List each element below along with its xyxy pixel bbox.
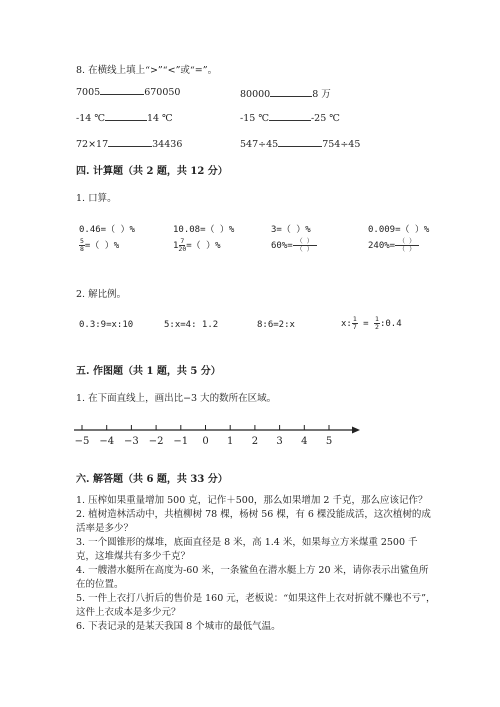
number-line[interactable] <box>70 420 370 460</box>
number-line-label: 2 <box>251 436 259 447</box>
number-line-label: −5 <box>74 436 90 447</box>
number-line-label: −3 <box>124 436 139 447</box>
oral-calc-percent-item: 240%= $\frac{( )}{( )}$ <box>368 238 419 253</box>
oral-calc-percent-item: 60%= $\frac{( )}{( )}$ <box>271 238 317 253</box>
compare-row-3-left: 72×17 34436 <box>76 139 183 150</box>
oral-calc-item: 0.46=（ ）% <box>79 225 135 235</box>
section-6-heading: 六. 解答题（共 6 题，共 33 分） <box>76 474 228 485</box>
number-line-ticks <box>75 425 333 447</box>
compare-row-3-right: 547÷45 754÷45 <box>240 139 361 150</box>
oral-calc-item: 0.009=（ ）% <box>368 225 430 235</box>
compare-row-2-right: -15 ℃ -25 ℃ <box>240 113 340 124</box>
fraction: $\frac{7}{20}$ <box>178 237 187 253</box>
number-line-label: −4 <box>99 436 115 447</box>
compare-row-2-left: -14 ℃ 14 ℃ <box>76 113 173 124</box>
proportion-item: 5:x=4: 1.2 <box>164 320 219 330</box>
answer-blank[interactable] <box>270 88 312 97</box>
oral-calc-item: 10.08=（ ）% <box>173 225 235 235</box>
fraction: $\frac{( )}{( )}$ <box>395 238 419 253</box>
fraction: $\frac{5}{8}$ <box>80 237 84 253</box>
oral-calc-fraction-item: $\frac{5}{8}$ =（ ）% <box>80 237 120 253</box>
proportion-item-fraction: x: $\frac{1}{7}$ = $\frac{1}{2}$ :0.4 <box>341 315 402 331</box>
fraction: $\frac{1}{7}$ <box>352 315 357 331</box>
answer-blank[interactable] <box>100 86 144 95</box>
answer-blank[interactable] <box>269 112 311 121</box>
fraction: $\frac{1}{2}$ <box>375 315 379 331</box>
number-line-label: −1 <box>173 436 189 447</box>
problem-3: 3. 一个圆锥形的煤堆，底面直径是 8 米，高 1.4 米，如果每立方米煤重 2500 千克，这堆煤共有多少千克？ <box>76 537 418 562</box>
problem-4: 4. 一艘潜水艇所在高度为-60 米，一条鲨鱼在潜水艇上方 20 米，请你表示出鲨鱼所在的位置。 <box>76 565 429 590</box>
q4-2-title: 2. 解比例。 <box>76 289 127 300</box>
answer-blank[interactable] <box>108 138 152 147</box>
q8-title: 8. 在横线上填上“>”“<”或“=”。 <box>76 65 218 76</box>
answer-blank[interactable] <box>278 138 322 147</box>
problem-6: 6. 下表记录的是某天我国 8 个城市的最低气温。 <box>76 621 281 632</box>
compare-row-1-right: 80000 8 万 <box>240 89 331 100</box>
fraction: $\frac{( )}{( )}$ <box>293 238 317 253</box>
number-line-arrow-icon <box>352 427 360 434</box>
number-line-label: 0 <box>202 436 209 447</box>
number-line-label: 1 <box>227 436 234 447</box>
problem-5: 5. 一件上衣打八折后的售价是 160 元，老板说：“如果这件上衣对折就不赚也不亏”，这件上衣成本是多少元？ <box>76 593 436 618</box>
compare-row-1-left: 7005 670050 <box>76 87 181 98</box>
number-line-label: 5 <box>325 436 333 447</box>
number-line-label: −2 <box>148 436 164 447</box>
proportion-item: 8:6=2:x <box>257 320 295 330</box>
number-line-label: 3 <box>276 436 283 447</box>
problem-1: 1. 压榨如果重量增加 500 克，记作＋500，那么如果增加 2 千克，那么应该记作？ <box>76 495 428 506</box>
section-5-heading: 五. 作图题（共 1 题，共 5 分） <box>76 366 221 377</box>
oral-calc-mixed-item: 1 $\frac{7}{20}$ =（ ）% <box>173 237 221 253</box>
section-4-heading: 四. 计算题（共 2 题，共 12 分） <box>76 166 228 177</box>
answer-blank[interactable] <box>105 112 147 121</box>
number-line-label: 4 <box>301 436 308 447</box>
q5-1-text: 1. 在下面直线上，画出比−3 大的数所在区域。 <box>76 393 277 404</box>
proportion-item: 0.3:9=x:10 <box>79 320 134 330</box>
oral-calc-item: 3=（ ）% <box>271 225 311 235</box>
q4-1-title: 1. 口算。 <box>76 193 117 204</box>
problem-2: 2. 植树造林活动中，共植柳树 78 棵，杨树 56 棵，有 6 棵没能成活，这次植树的成活率是多少？ <box>76 509 431 534</box>
